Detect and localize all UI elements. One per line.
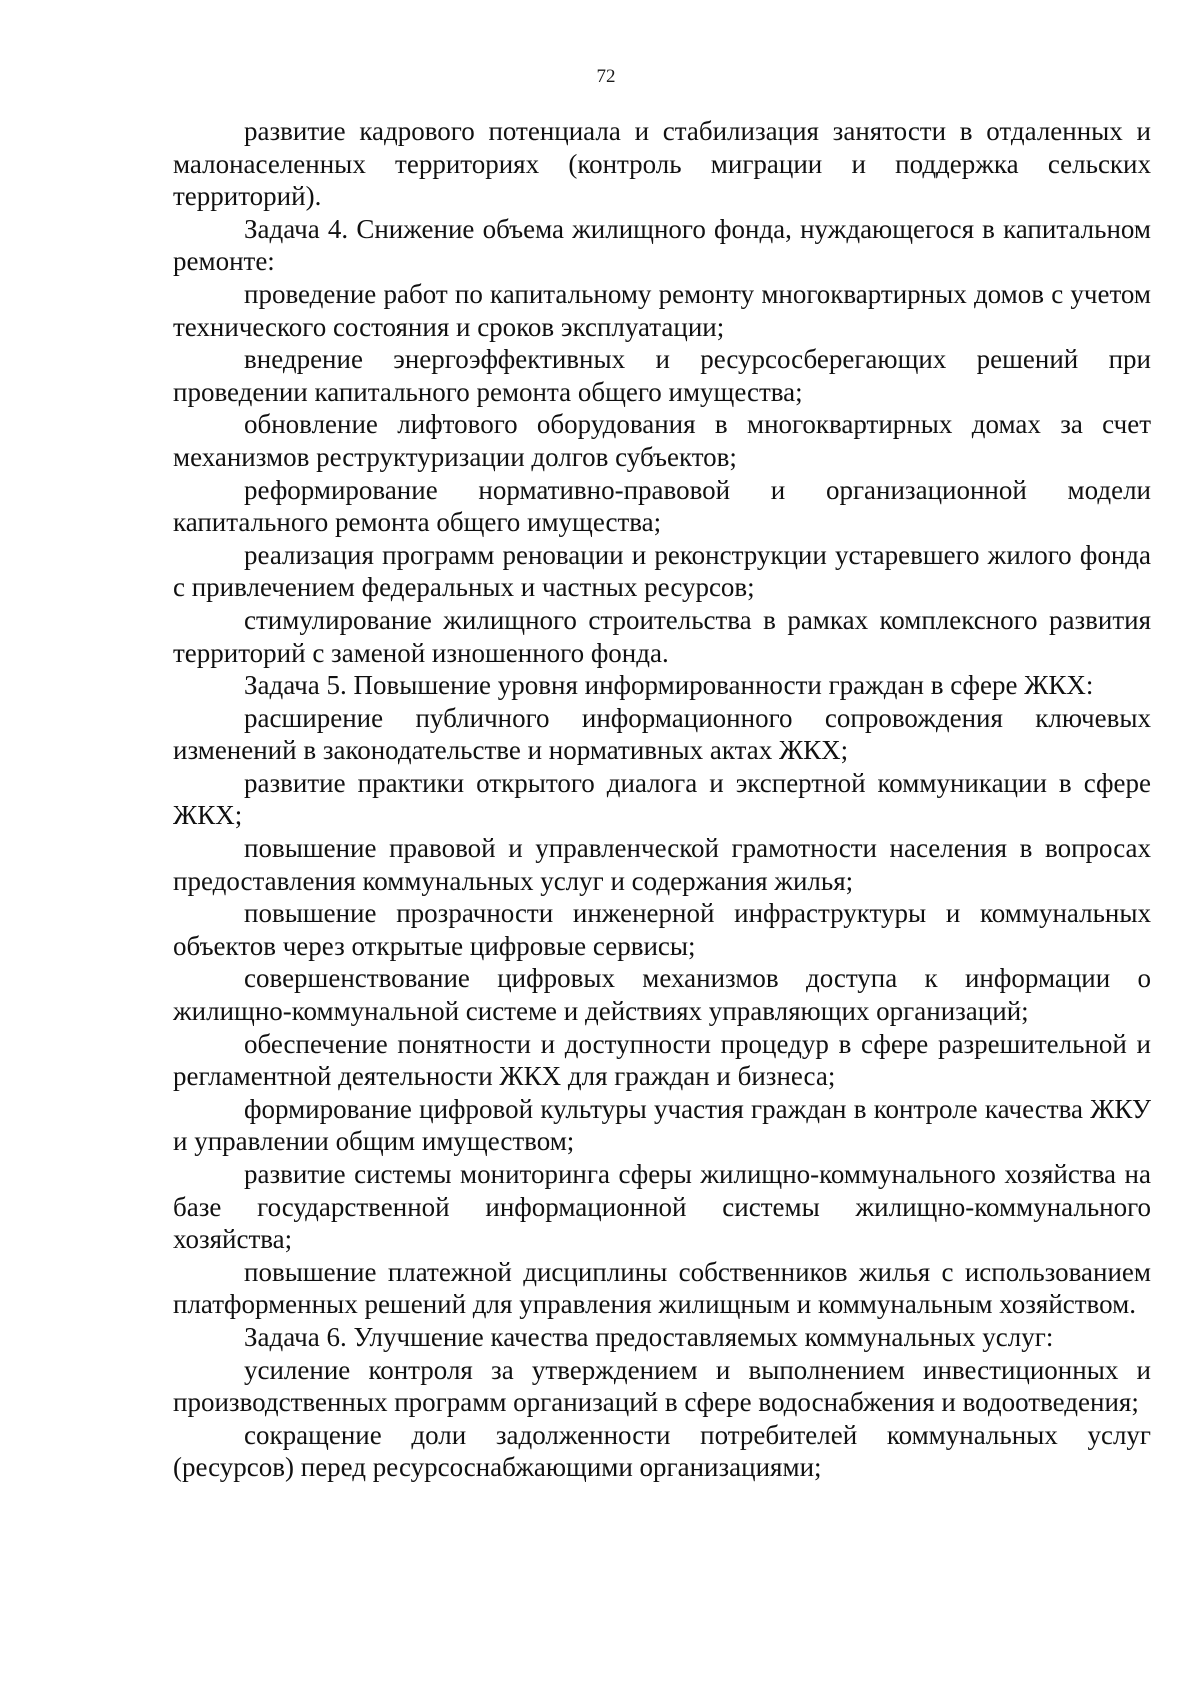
paragraph: повышение прозрачности инженерной инфраструктуры и коммунальных объектов через открытые цифровые сервисы; (173, 898, 1151, 961)
task-heading: Задача 4. Снижение объема жилищного фонда, нуждающегося в капитальном ремонте: (173, 213, 1151, 277)
paragraph: стимулирование жилищного строительства в рамках комплексного развития территорий с заменой изношенного фонда. (173, 604, 1151, 668)
paragraph: повышение правовой и управленческой грамотности населения в вопросах предоставления коммунальных услуг и содержания жилья; (173, 833, 1151, 896)
paragraph: совершенствование цифровых механизмов доступа к информации о жилищно-коммунальной системе и действиях управляющих организаций; (173, 963, 1151, 1027)
paragraph: развитие системы мониторинга сферы жилищно-коммунального хозяйства на базе государственной информационной системы жилищно-коммунального хозяйства; (173, 1159, 1151, 1255)
paragraph: расширение публичного информационного сопровождения ключевых изменений в законодательстве и нормативных актах ЖКХ; (173, 702, 1151, 766)
paragraph: развитие кадрового потенциала и стабилизация занятости в отдаленных и малонаселенных территориях (контроль миграции и поддержка сельских территорий). (173, 116, 1151, 212)
paragraph: реформирование нормативно-правовой и организационной модели капитального ремонта общего имущества; (173, 474, 1151, 538)
paragraph: усиление контроля за утверждением и выполнением инвестиционных и производственных программ организаций в сфере водоснабжения и водоотведения; (173, 1354, 1151, 1418)
paragraph: внедрение энергоэффективных и ресурсосберегающих решений при проведении капитального ремонта общего имущества; (173, 344, 1151, 407)
task-heading: Задача 6. Улучшение качества предоставляемых коммунальных услуг: (244, 1321, 1054, 1352)
paragraph: развитие практики открытого диалога и экспертной коммуникации в сфере ЖКХ; (173, 767, 1151, 831)
paragraph: проведение работ по капитальному ремонту многоквартирных домов с учетом технического состояния и сроков эксплуатации; (173, 278, 1151, 342)
page-number: 72 (596, 66, 616, 87)
paragraph: сокращение доли задолженности потребителей коммунальных услуг (ресурсов) перед ресурсоснабжающими организациями; (173, 1419, 1151, 1483)
paragraph: реализация программ реновации и реконструкции устаревшего жилого фонда с привлечением федеральных и частных ресурсов; (173, 539, 1151, 603)
document-body (173, 115, 1151, 1484)
paragraph: повышение платежной дисциплины собственников жилья с использованием платформенных решений для управления жилищным и коммунальным хозяйством. (173, 1256, 1151, 1320)
task-heading: Задача 5. Повышение уровня информированности граждан в сфере ЖКХ: (244, 670, 1094, 701)
paragraph: обеспечение понятности и доступности процедур в сфере разрешительной и регламентной деятельности ЖКХ для граждан и бизнеса; (173, 1028, 1151, 1092)
paragraph: обновление лифтового оборудования в многоквартирных домах за счет механизмов реструктуризации долгов субъектов; (173, 409, 1151, 472)
paragraph: формирование цифровой культуры участия граждан в контроле качества ЖКУ и управлении общим имуществом; (173, 1093, 1151, 1157)
